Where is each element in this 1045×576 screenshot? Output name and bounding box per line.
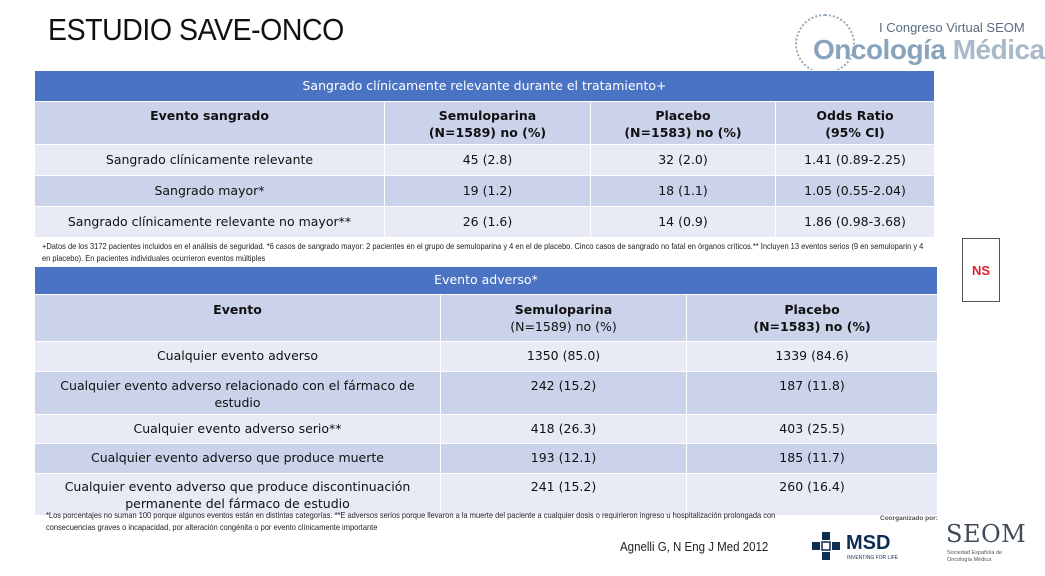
msd-logo [812,528,902,564]
table-cell: 18 (1.1) [591,176,776,207]
table-cell: Cualquier evento adverso que produce discontinuación permanente del fármaco de estudio [35,473,441,515]
table-cell: 185 (11.7) [687,444,938,474]
table-cell: 260 (16.4) [687,473,938,515]
table-row [35,444,938,474]
msd-wordmark: MSD [846,532,891,554]
col-header: Evento [35,295,441,342]
table-cell: 14 (0.9) [591,207,776,238]
table-cell: 403 (25.5) [687,414,938,444]
table-cell: Sangrado clínicamente relevante no mayor** [35,207,385,238]
table-cell: Cualquier evento adverso [35,342,441,372]
seom-logo [946,520,1027,570]
col-header: Placebo (N=1583) no (%) [591,102,776,145]
col-header: Odds Ratio (95% CI) [776,102,935,145]
slide-title: ESTUDIO SAVE-ONCO [48,12,344,47]
table-cell: 1350 (85.0) [441,342,687,372]
table-row [35,414,938,444]
table-row [35,145,935,176]
table-cell: 26 (1.6) [385,207,591,238]
congress-logo [795,14,1045,74]
table-cell: 241 (15.2) [441,473,687,515]
msd-tagline: INVENTING FOR LIFE [847,555,899,561]
table-cell: Cualquier evento adverso relacionado con el fármaco de estudio [35,371,441,414]
coorganized-label: Coorganizado por: [880,515,938,522]
table-cell: Sangrado mayor* [35,176,385,207]
table-row [35,371,938,414]
col-header: Semuloparina (N=1589) no (%) [441,295,687,342]
col-header: Semuloparina (N=1589) no (%) [385,102,591,145]
table-cell: 187 (11.8) [687,371,938,414]
table-cell: 45 (2.8) [385,145,591,176]
table-cell: 19 (1.2) [385,176,591,207]
table-cell: 32 (2.0) [591,145,776,176]
table-cell: 418 (26.3) [441,414,687,444]
adverse-events-table [34,266,938,516]
table-cell: 1.86 (0.98-3.68) [776,207,935,238]
table-cell: Sangrado clínicamente relevante [35,145,385,176]
bleeding-table-title: Sangrado clínicamente relevante durante el tratamiento+ [35,71,935,102]
logo-congreso-text: I Congreso Virtual SEOM [879,20,1025,35]
logo-medica: Médica [952,34,1045,65]
table-cell: Cualquier evento adverso serio** [35,414,441,444]
ns-badge: NS [962,238,1000,302]
bleeding-footnote: +Datos de los 3172 pacientes incluidos en el análisis de seguridad. *6 casos de sangrado mayor: 2 pacientes en el grupo de semuloparina y 4 en el de placebo. Cinco casos de sangrado no fatal en órganos críticos.** Incluyen 13 eventos serios (9 en semuloparin y 4 en placebo). En pacientes individuales ocurrieron eventos múltiples [42,241,924,263]
adverse-table-title: Evento adverso* [35,267,938,295]
table-cell: 1.05 (0.55-2.04) [776,176,935,207]
table-cell: 1339 (84.6) [687,342,938,372]
seom-subtitle: Sociedad Española de Oncología Médica [947,550,1003,563]
table-cell: 193 (12.1) [441,444,687,474]
adverse-footnote: *Los porcentajes no suman 100 porque algunos eventos están en distintas categorías. **E adversos serios porque llevaron a la muerte del paciente a cualquier dosis o requirieron ingreso u hospitalización prolongada con consecuencias graves o incapacidad, por alteración congénita o por evento clínicamente importante [46,510,776,532]
col-header: Evento sangrado [35,102,385,145]
msd-mark-icon [812,532,840,560]
table-cell: Cualquier evento adverso que produce muerte [35,444,441,474]
logo-wordmark [813,34,1045,66]
table-row [35,176,935,207]
table-row [35,342,938,372]
citation: Agnelli G, N Eng J Med 2012 [620,540,769,554]
seom-wordmark: SEOM [946,520,1027,548]
table-cell: 1.41 (0.89-2.25) [776,145,935,176]
table-cell: 242 (15.2) [441,371,687,414]
table-row [35,207,935,238]
col-header: Placebo (N=1583) no (%) [687,295,938,342]
logo-oncologia: Oncología [813,34,946,65]
bleeding-table [34,70,935,238]
